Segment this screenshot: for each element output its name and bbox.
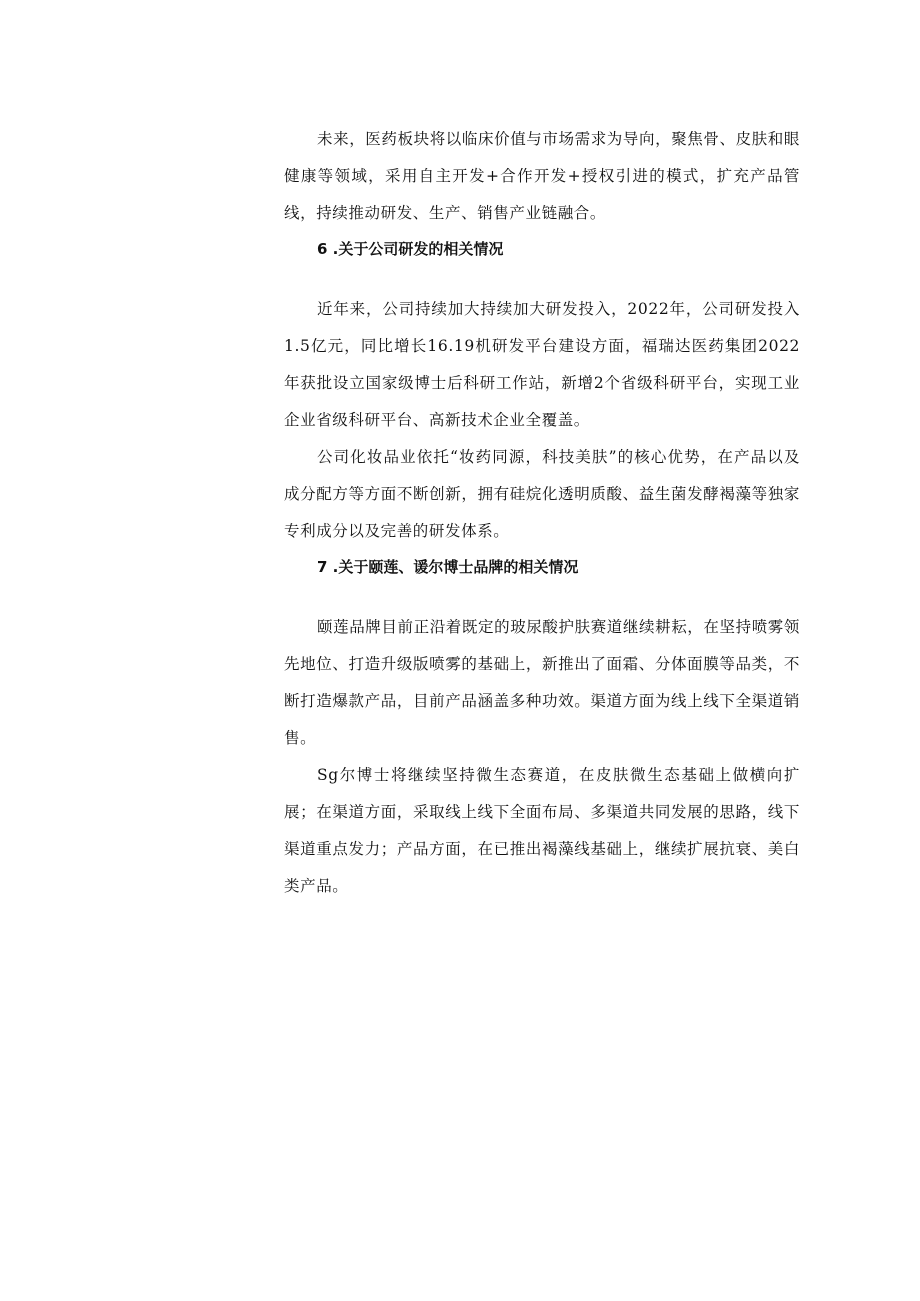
intro-paragraph: 未来，医药板块将以临床价值与市场需求为导向，聚焦骨、皮肤和眼健康等领域，采用自主开发+合作开发+授权引进的模式，扩充产品管线，持续推动研发、生产、销售产业链融合。 — [284, 130, 801, 222]
section-7-paragraph-1: 颐莲品牌目前正沿着既定的玻尿酸护肤赛道继续耕耘，在坚持喷雾领先地位、打造升级版喷雾的基础上，新推出了面霜、分体面膜等品类，不断打造爆款产品，目前产品涵盖多种功效。渠道方面为线上线下全渠道销售。 — [284, 618, 801, 747]
section-6-paragraph-2: 公司化妆品业依托“妆药同源，科技美肤”的核心优势，在产品以及成分配方等方面不断创新，拥有硅烷化透明质酸、益生菌发酵褐藻等独家专利成分以及完善的研发体系。 — [284, 448, 800, 540]
section-6-paragraph-1: 近年来，公司持续加大持续加大研发投入，2022年，公司研发投入1.5亿元，同比增长16.19机研发平台建设方面，福瑞达医药集团2022年获批设立国家级博士后科研工作站，新增2个省级科研平台，实现工业企业省级科研平台、高新技术企业全覆盖。 — [284, 300, 800, 429]
section-7-heading: 7 .关于颐莲、谖尔博士品牌的相关情况 — [317, 558, 579, 576]
section-7-paragraph-2: Sg尔博士将继续坚持微生态赛道，在皮肤微生态基础上做横向扩展；在渠道方面，采取线上线下全面布局、多渠道共同发展的思路，线下渠道重点发力；产品方面，在已推出褐藻线基础上，继续扩展抗衰、美白类产品。 — [284, 766, 800, 895]
document-body — [284, 121, 800, 905]
section-6-heading: 6 .关于公司研发的相关情况 — [317, 240, 504, 258]
